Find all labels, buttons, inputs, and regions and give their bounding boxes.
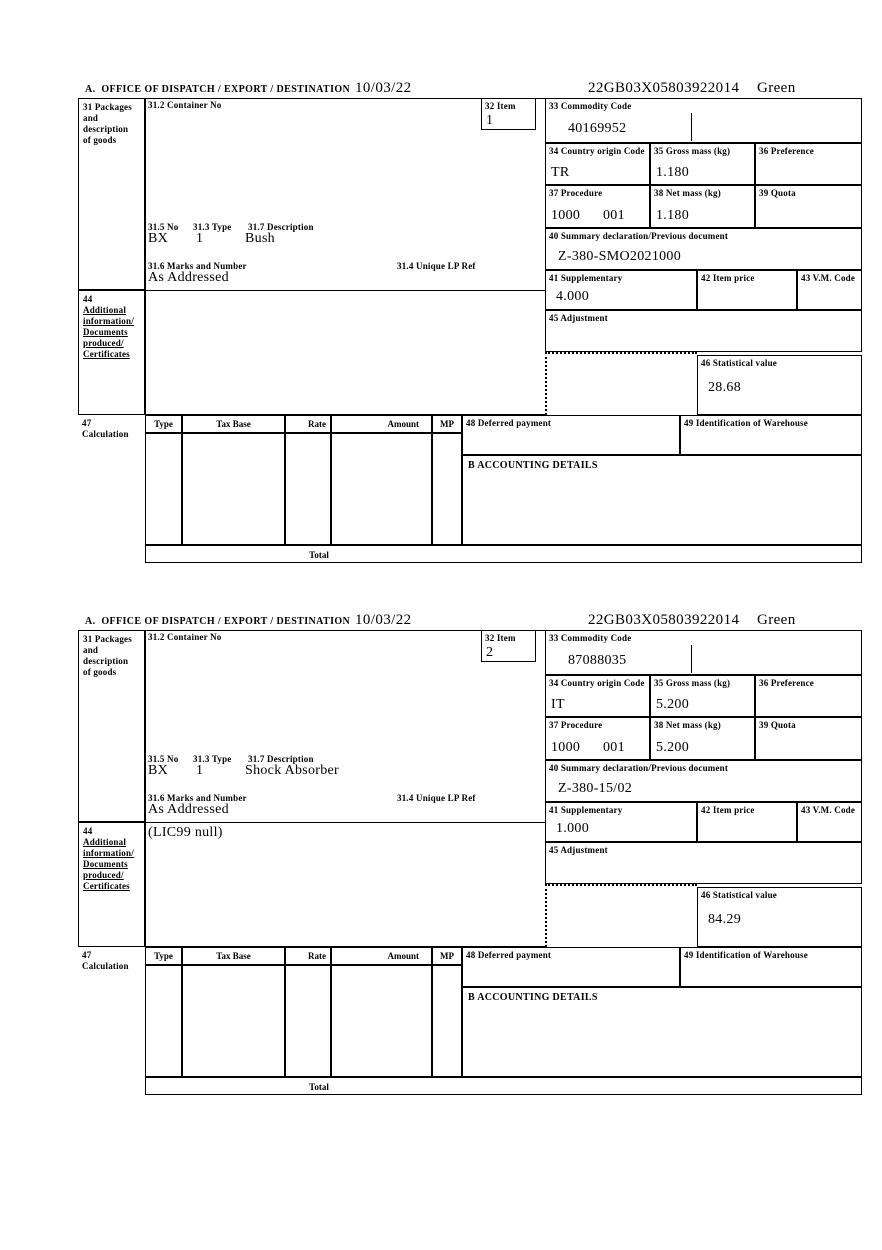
office-of-dispatch-label: A. OFFICE OF DISPATCH / EXPORT / DESTINATION <box>85 84 351 95</box>
box-42-label: 42 Item price <box>701 273 755 283</box>
calc-total-label: Total <box>309 1082 329 1092</box>
box-31-5-no-label: 31.5 No <box>148 222 179 232</box>
routing-status: Green <box>757 80 796 96</box>
box-31-2-container-no-label: 31.2 Container No <box>148 632 222 642</box>
summary-declaration-value: Z-380-15/02 <box>558 781 633 796</box>
box-44-label-line1: Additional <box>83 837 127 847</box>
box-40-label: 40 Summary declaration/Previous document <box>549 231 729 241</box>
box-31-label-line4: of goods <box>83 135 117 145</box>
marks-and-number-value: As Addressed <box>148 802 229 817</box>
statistical-dotted-area <box>545 352 697 415</box>
box-36-label: 36 Preference <box>759 678 814 688</box>
gross-mass-value: 1.180 <box>656 165 689 180</box>
accounting-details-label: B ACCOUNTING DETAILS <box>468 992 598 1003</box>
box-44-label-line5: Certificates <box>83 349 130 359</box>
box-32-item <box>481 630 536 662</box>
box-44-additional-information <box>78 290 145 415</box>
box-41-supplementary <box>545 802 697 842</box>
box-35-label: 35 Gross mass (kg) <box>654 146 731 156</box>
dispatch-date: 10/03/22 <box>355 80 412 96</box>
box-31-5-no-label: 31.5 No <box>148 754 179 764</box>
box-44-label-line4: produced/ <box>83 338 124 348</box>
statistical-value: 28.68 <box>708 380 741 395</box>
box-31-3-type-label: 31.3 Type <box>193 222 232 232</box>
box-33-label: 33 Commodity Code <box>549 101 632 111</box>
box-39-quota <box>755 717 862 760</box>
box-39-quota <box>755 185 862 228</box>
box-36-preference <box>755 143 862 185</box>
box-33-label: 33 Commodity Code <box>549 633 632 643</box>
net-mass-value: 1.180 <box>656 208 689 223</box>
package-no-value: BX <box>148 231 169 246</box>
box-34-country-origin <box>545 143 650 185</box>
box-45-label: 45 Adjustment <box>549 845 608 855</box>
box-44-label-line5: Certificates <box>83 881 130 891</box>
marks-and-number-value: As Addressed <box>148 270 229 285</box>
packages-content-box <box>145 98 545 415</box>
box-31-6-marks-label: 31.6 Marks and Number <box>148 261 247 271</box>
box-40-label: 40 Summary declaration/Previous document <box>549 763 729 773</box>
calc-cell-tax-base <box>182 433 285 545</box>
box-31-label-line4: of goods <box>83 667 117 677</box>
box-45-label: 45 Adjustment <box>549 313 608 323</box>
office-of-dispatch-label: A. OFFICE OF DISPATCH / EXPORT / DESTINATION <box>85 616 351 627</box>
box-48-deferred-payment <box>462 947 680 987</box>
calc-cell-tax-base <box>182 965 285 1077</box>
box-33-commodity-code <box>545 630 862 675</box>
statistical-value: 84.29 <box>708 912 741 927</box>
box-41-label: 41 Supplementary <box>549 805 623 815</box>
box-42-item-price <box>697 270 797 310</box>
package-type-value: 1 <box>196 231 204 246</box>
routing-status: Green <box>757 612 796 628</box>
package-no-value: BX <box>148 763 169 778</box>
box-37-label: 37 Procedure <box>549 188 603 198</box>
box-38-net-mass <box>650 185 755 228</box>
calc-cell-rate <box>285 965 331 1077</box>
country-origin-value: TR <box>551 165 570 180</box>
calc-cell-mp <box>432 433 462 545</box>
goods-description-value: Shock Absorber <box>245 763 340 778</box>
package-type-value: 1 <box>196 763 204 778</box>
calc-cell-amount <box>331 965 432 1077</box>
calc-header-amount: Amount <box>331 415 432 433</box>
box-31-label-line2: and <box>83 113 99 123</box>
item-number-value: 2 <box>486 645 494 660</box>
box-44-number: 44 <box>83 294 93 304</box>
calc-total-row <box>145 1077 862 1095</box>
box-31-label-line2: and <box>83 645 99 655</box>
packages-44-divider <box>145 290 545 291</box>
declaration-item-section <box>0 610 882 1096</box>
box-44-label-line2: information/ <box>83 316 134 326</box>
box-40-summary-declaration <box>545 228 862 270</box>
box-33-commodity-code <box>545 98 862 143</box>
item-number-value: 1 <box>486 113 494 128</box>
commodity-code-divider <box>691 645 692 673</box>
box-31-label-line1: 31 Packages <box>83 102 132 112</box>
accounting-details-box <box>462 987 862 1077</box>
calc-cell-type <box>145 433 182 545</box>
dispatch-date: 10/03/22 <box>355 612 412 628</box>
procedure-code-2-value: 001 <box>603 740 625 755</box>
box-47-calculation-label: Calculation <box>82 429 129 439</box>
box-44-label-line3: Documents <box>83 327 128 337</box>
box-46-label: 46 Statistical value <box>701 890 777 900</box>
box-31-label-line3: description <box>83 656 129 666</box>
calc-cell-type <box>145 965 182 1077</box>
box-47-calculation-label: Calculation <box>82 961 129 971</box>
box-43-vm-code <box>797 802 862 842</box>
box-37-label: 37 Procedure <box>549 720 603 730</box>
gross-mass-value: 5.200 <box>656 697 689 712</box>
box-31-4-unique-lp-ref-label: 31.4 Unique LP Ref <box>397 261 476 271</box>
box-44-label-line1: Additional <box>83 305 127 315</box>
box-44-label-line3: Documents <box>83 859 128 869</box>
box-44-number: 44 <box>83 826 93 836</box>
supplementary-value: 4.000 <box>556 289 589 304</box>
box-34-label: 34 Country origin Code <box>549 146 645 156</box>
calc-total-label: Total <box>309 550 329 560</box>
box-49-warehouse <box>680 415 862 455</box>
box-47-number: 47 <box>82 418 92 428</box>
box-45-adjustment <box>545 310 862 352</box>
procedure-code-value: 1000 <box>551 208 581 223</box>
calc-header-mp: MP <box>432 947 462 965</box>
box-35-label: 35 Gross mass (kg) <box>654 678 731 688</box>
box-46-label: 46 Statistical value <box>701 358 777 368</box>
calc-header-type: Type <box>145 415 182 433</box>
packages-content-box <box>145 630 545 947</box>
goods-description-value: Bush <box>245 231 275 246</box>
box-44-additional-information <box>78 822 145 947</box>
box-31-7-description-label: 31.7 Description <box>248 754 314 764</box>
box-31-2-container-no-label: 31.2 Container No <box>148 100 222 110</box>
box-41-label: 41 Supplementary <box>549 273 623 283</box>
box-46-statistical-value <box>697 887 862 947</box>
box-49-label: 49 Identification of Warehouse <box>684 418 808 428</box>
calc-cell-rate <box>285 433 331 545</box>
box-32-label: 32 Item <box>485 633 516 643</box>
supplementary-value: 1.000 <box>556 821 589 836</box>
box-44-label-line4: produced/ <box>83 870 124 880</box>
box-46-statistical-value <box>697 355 862 415</box>
declaration-reference: 22GB03X05803922014 <box>588 612 740 628</box>
box-42-label: 42 Item price <box>701 805 755 815</box>
box-45-adjustment <box>545 842 862 884</box>
box-32-label: 32 Item <box>485 101 516 111</box>
declaration-reference: 22GB03X05803922014 <box>588 80 740 96</box>
box-48-deferred-payment <box>462 415 680 455</box>
box-36-label: 36 Preference <box>759 146 814 156</box>
box-42-item-price <box>697 802 797 842</box>
box-38-label: 38 Net mass (kg) <box>654 188 721 198</box>
box-31-label-line1: 31 Packages <box>83 634 132 644</box>
commodity-code-value: 40169952 <box>568 121 627 136</box>
accounting-details-box <box>462 455 862 545</box>
box-41-supplementary <box>545 270 697 310</box>
box-48-label: 48 Deferred payment <box>466 950 552 960</box>
box-34-country-origin <box>545 675 650 717</box>
box-37-procedure <box>545 717 650 760</box>
box-37-procedure <box>545 185 650 228</box>
box-49-warehouse <box>680 947 862 987</box>
packages-44-divider <box>145 822 545 823</box>
box-38-label: 38 Net mass (kg) <box>654 720 721 730</box>
box-44-label-line2: information/ <box>83 848 134 858</box>
box-31-packages <box>78 630 145 822</box>
commodity-code-value: 87088035 <box>568 653 627 668</box>
box-40-summary-declaration <box>545 760 862 802</box>
box-39-label: 39 Quota <box>759 188 796 198</box>
box-32-item <box>481 98 536 130</box>
net-mass-value: 5.200 <box>656 740 689 755</box>
calc-header-amount: Amount <box>331 947 432 965</box>
box-34-label: 34 Country origin Code <box>549 678 645 688</box>
calc-header-tax-base: Tax Base <box>182 415 285 433</box>
box-35-gross-mass <box>650 675 755 717</box>
box-43-label: 43 V.M. Code <box>801 273 856 283</box>
box-43-label: 43 V.M. Code <box>801 805 856 815</box>
calc-header-tax-base: Tax Base <box>182 947 285 965</box>
box-48-label: 48 Deferred payment <box>466 418 552 428</box>
box-35-gross-mass <box>650 143 755 185</box>
calc-cell-mp <box>432 965 462 1077</box>
box-39-label: 39 Quota <box>759 720 796 730</box>
box-31-6-marks-label: 31.6 Marks and Number <box>148 793 247 803</box>
box-31-4-unique-lp-ref-label: 31.4 Unique LP Ref <box>397 793 476 803</box>
statistical-dotted-area <box>545 884 697 947</box>
country-origin-value: IT <box>551 697 565 712</box>
box-49-label: 49 Identification of Warehouse <box>684 950 808 960</box>
box-31-label-line3: description <box>83 124 129 134</box>
calc-header-type: Type <box>145 947 182 965</box>
box-43-vm-code <box>797 270 862 310</box>
calc-total-row <box>145 545 862 563</box>
box-38-net-mass <box>650 717 755 760</box>
summary-declaration-value: Z-380-SMO2021000 <box>558 249 682 264</box>
calc-header-mp: MP <box>432 415 462 433</box>
box-31-packages <box>78 98 145 290</box>
calc-cell-amount <box>331 433 432 545</box>
procedure-code-value: 1000 <box>551 740 581 755</box>
additional-information-value: (LIC99 null) <box>148 825 223 840</box>
box-47-number: 47 <box>82 950 92 960</box>
box-31-7-description-label: 31.7 Description <box>248 222 314 232</box>
calc-header-rate: Rate <box>285 947 331 965</box>
procedure-code-2-value: 001 <box>603 208 625 223</box>
calc-header-rate: Rate <box>285 415 331 433</box>
box-36-preference <box>755 675 862 717</box>
commodity-code-divider <box>691 113 692 141</box>
accounting-details-label: B ACCOUNTING DETAILS <box>468 460 598 471</box>
declaration-item-section <box>0 78 882 564</box>
box-31-3-type-label: 31.3 Type <box>193 754 232 764</box>
